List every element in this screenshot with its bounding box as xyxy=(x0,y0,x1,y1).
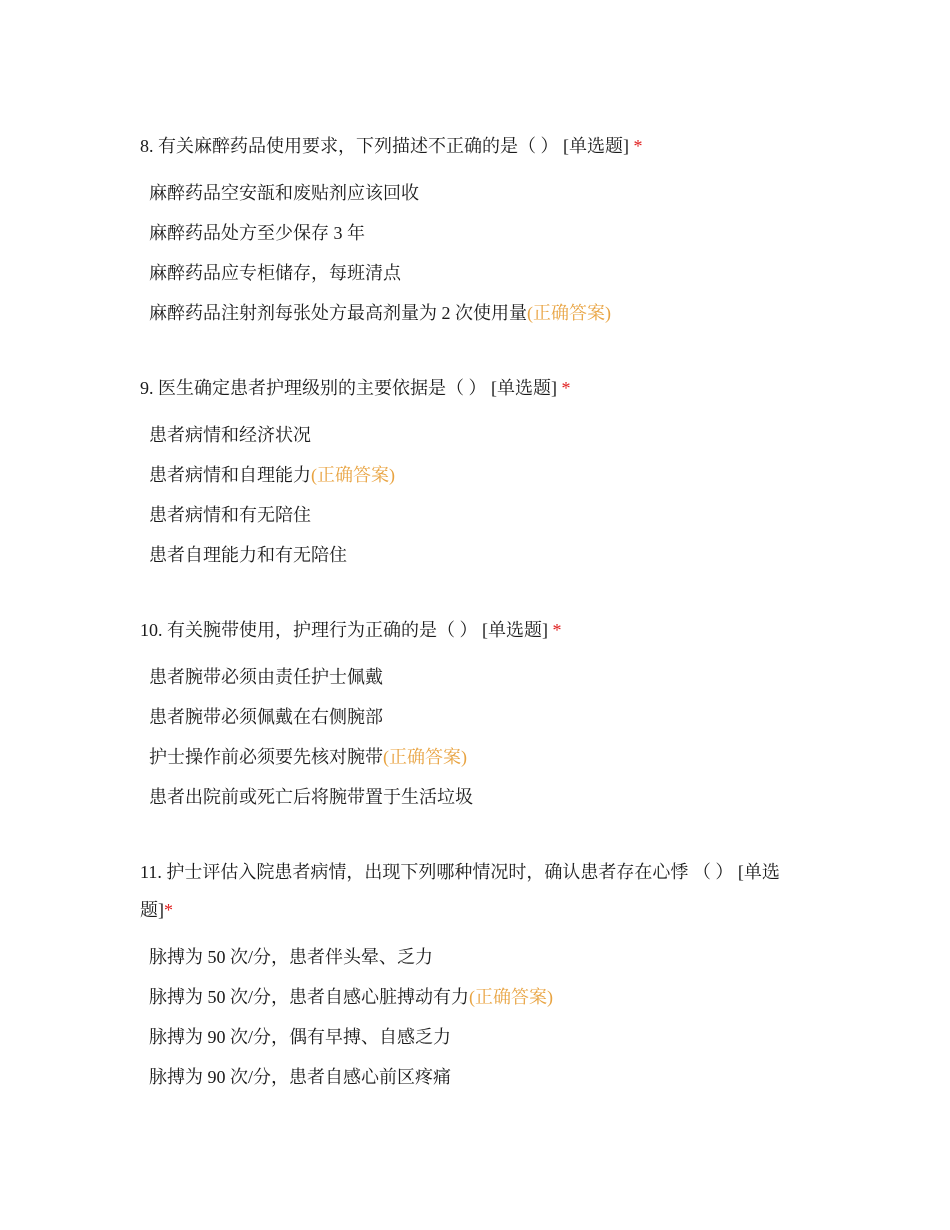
question-9 xyxy=(140,369,810,575)
question-text: 医生确定患者护理级别的主要依据是（ ） xyxy=(158,378,487,398)
option-text: 护士操作前必须要先核对腕带 xyxy=(149,747,383,767)
question-number: 9. xyxy=(140,378,154,398)
option-text: 麻醉药品处方至少保存 3 年 xyxy=(149,223,365,243)
option-text: 患者病情和自理能力 xyxy=(149,465,311,485)
option[interactable] xyxy=(140,657,810,697)
option-text: 患者腕带必须佩戴在右侧腕部 xyxy=(149,707,383,727)
required-marker: * xyxy=(164,900,173,920)
option-list xyxy=(140,657,810,817)
option-text: 脉搏为 50 次/分，患者自感心脏搏动有力 xyxy=(149,987,469,1007)
question-type: [单选题] xyxy=(491,378,557,398)
question-number: 11. xyxy=(140,862,162,882)
correct-answer-mark: (正确答案) xyxy=(527,303,611,323)
option-text: 麻醉药品注射剂每张处方最高剂量为 2 次使用量 xyxy=(149,303,527,323)
option[interactable] xyxy=(140,977,810,1017)
option-text: 脉搏为 50 次/分，患者伴头晕、乏力 xyxy=(149,947,433,967)
option[interactable] xyxy=(140,455,810,495)
option[interactable] xyxy=(140,937,810,977)
option-text: 患者病情和经济状况 xyxy=(149,425,311,445)
option[interactable] xyxy=(140,495,810,535)
option[interactable] xyxy=(140,1017,810,1057)
option-text: 患者出院前或死亡后将腕带置于生活垃圾 xyxy=(149,787,473,807)
question-10 xyxy=(140,611,810,817)
required-marker: * xyxy=(561,378,571,398)
question-number: 8. xyxy=(140,136,154,156)
option[interactable] xyxy=(140,535,810,575)
correct-answer-mark: (正确答案) xyxy=(383,747,467,767)
option[interactable] xyxy=(140,415,810,455)
option-text: 患者腕带必须由责任护士佩戴 xyxy=(149,667,383,687)
option-text: 患者病情和有无陪住 xyxy=(149,505,311,525)
option[interactable] xyxy=(140,173,810,213)
question-type: [单选题] xyxy=(140,862,780,920)
option[interactable] xyxy=(140,697,810,737)
question-type: [单选题] xyxy=(563,136,629,156)
question-number: 10. xyxy=(140,620,163,640)
option-list xyxy=(140,173,810,333)
correct-answer-mark: (正确答案) xyxy=(311,465,395,485)
question-text: 有关麻醉药品使用要求，下列描述不正确的是（ ） xyxy=(158,136,559,156)
option[interactable] xyxy=(140,1057,810,1097)
option-text: 麻醉药品空安瓿和废贴剂应该回收 xyxy=(149,183,419,203)
question-text: 有关腕带使用，护理行为正确的是（ ） xyxy=(167,620,478,640)
required-marker: * xyxy=(552,620,562,640)
option[interactable] xyxy=(140,293,810,333)
question-title xyxy=(140,369,810,407)
option[interactable] xyxy=(140,253,810,293)
option-text: 脉搏为 90 次/分，偶有早搏、自感乏力 xyxy=(149,1027,451,1047)
question-8 xyxy=(140,127,810,333)
question-type: [单选题] xyxy=(482,620,548,640)
option-text: 麻醉药品应专柜储存，每班清点 xyxy=(149,263,401,283)
option[interactable] xyxy=(140,213,810,253)
correct-answer-mark: (正确答案) xyxy=(469,987,553,1007)
option-text: 脉搏为 90 次/分，患者自感心前区疼痛 xyxy=(149,1067,451,1087)
option-list xyxy=(140,937,810,1097)
question-title xyxy=(140,127,810,165)
option-text: 患者自理能力和有无陪住 xyxy=(149,545,347,565)
option-list xyxy=(140,415,810,575)
question-text: 护士评估入院患者病情，出现下列哪种情况时，确认患者存在心悸 （ ） xyxy=(166,862,734,882)
option[interactable] xyxy=(140,737,810,777)
option[interactable] xyxy=(140,777,810,817)
question-title xyxy=(140,853,810,929)
question-11 xyxy=(140,853,810,1097)
required-marker: * xyxy=(633,136,643,156)
question-title xyxy=(140,611,810,649)
